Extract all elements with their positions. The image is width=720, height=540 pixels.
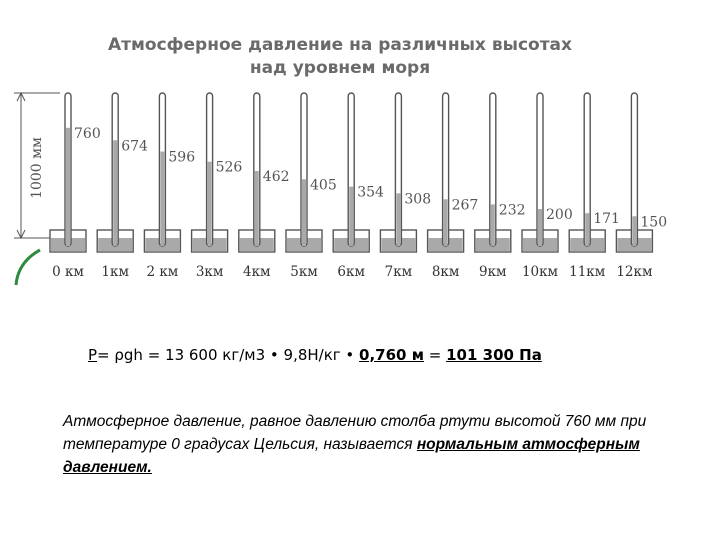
formula-height: 0,760 м (359, 346, 424, 364)
mercury-column (255, 171, 259, 246)
altitude-label: 0 км (52, 264, 84, 280)
pressure-label: 232 (498, 202, 526, 219)
pressure-label: 674 (121, 138, 148, 155)
definition-text (63, 410, 663, 479)
barometer (475, 93, 526, 280)
barometer (569, 93, 620, 280)
barometers-group (50, 93, 667, 280)
pressure-label: 200 (546, 207, 573, 223)
mercury-column (585, 213, 589, 246)
altitude-label: 4км (243, 264, 271, 280)
mercury-column (208, 162, 212, 246)
scale-label: 1000 мм (29, 137, 45, 199)
barometer (144, 93, 195, 280)
pressure-label: 354 (357, 184, 384, 201)
formula-middle: = ρgh = 13 600 кг/м3 • 9,8Н/кг • (97, 346, 360, 364)
pressure-label: 760 (74, 125, 101, 142)
mercury-column (302, 179, 306, 246)
altitude-label: 8км (431, 264, 460, 280)
barometer (239, 93, 290, 280)
pressure-label: 308 (404, 191, 432, 208)
formula-equals: = (423, 346, 447, 364)
barometer (616, 93, 667, 280)
altitude-label: 12км (616, 264, 653, 280)
altitude-label: 9км (479, 264, 507, 280)
barometer (97, 93, 148, 280)
pressure-label: 462 (262, 169, 290, 186)
pressure-label: 405 (310, 177, 337, 194)
altitude-label: 11км (569, 264, 606, 280)
pressure-formula (88, 346, 542, 364)
altitude-label: 5км (290, 264, 318, 280)
formula-result: 101 300 Па (446, 346, 542, 364)
title-line-2: над уровнем моря (249, 58, 431, 78)
mercury-column (444, 199, 448, 246)
barometer (428, 93, 479, 280)
pressure-label: 596 (168, 149, 196, 166)
pressure-label: 526 (215, 159, 243, 176)
altitude-label: 2 км (146, 264, 179, 280)
decorative-arc-icon (16, 250, 40, 285)
mercury-column (538, 209, 542, 246)
barometer (50, 93, 101, 280)
altitude-label: 10км (521, 264, 559, 280)
altitude-label: 3км (195, 264, 224, 280)
pressure-label: 171 (593, 211, 620, 228)
mercury-column (491, 204, 495, 246)
barometer (380, 93, 431, 280)
formula-p-symbol: P (88, 346, 98, 364)
mercury-column (66, 128, 70, 246)
mercury-column (632, 216, 636, 246)
mercury-column (396, 193, 400, 246)
pressure-label: 267 (451, 197, 479, 214)
definition-term: нормальным атмосферным давлением. (63, 436, 640, 476)
barometer (286, 93, 337, 280)
title-line-1: Атмосферное давление на различных высотах (107, 35, 572, 55)
mercury-column (113, 140, 117, 246)
scale-bar (14, 93, 60, 238)
definition-body: Атмосферное давление, равное давлению столба ртути высотой 760 мм при температуре 0 градусах Цельсия, называется (63, 413, 647, 453)
pressure-label: 150 (640, 214, 668, 231)
altitude-label: 7км (384, 264, 413, 280)
altitude-label: 6км (337, 264, 365, 280)
mercury-column (160, 152, 164, 246)
barometer (522, 93, 573, 280)
barometer (333, 93, 384, 280)
mercury-column (349, 187, 353, 246)
altitude-label: 1км (101, 264, 129, 280)
barometer (192, 93, 243, 280)
